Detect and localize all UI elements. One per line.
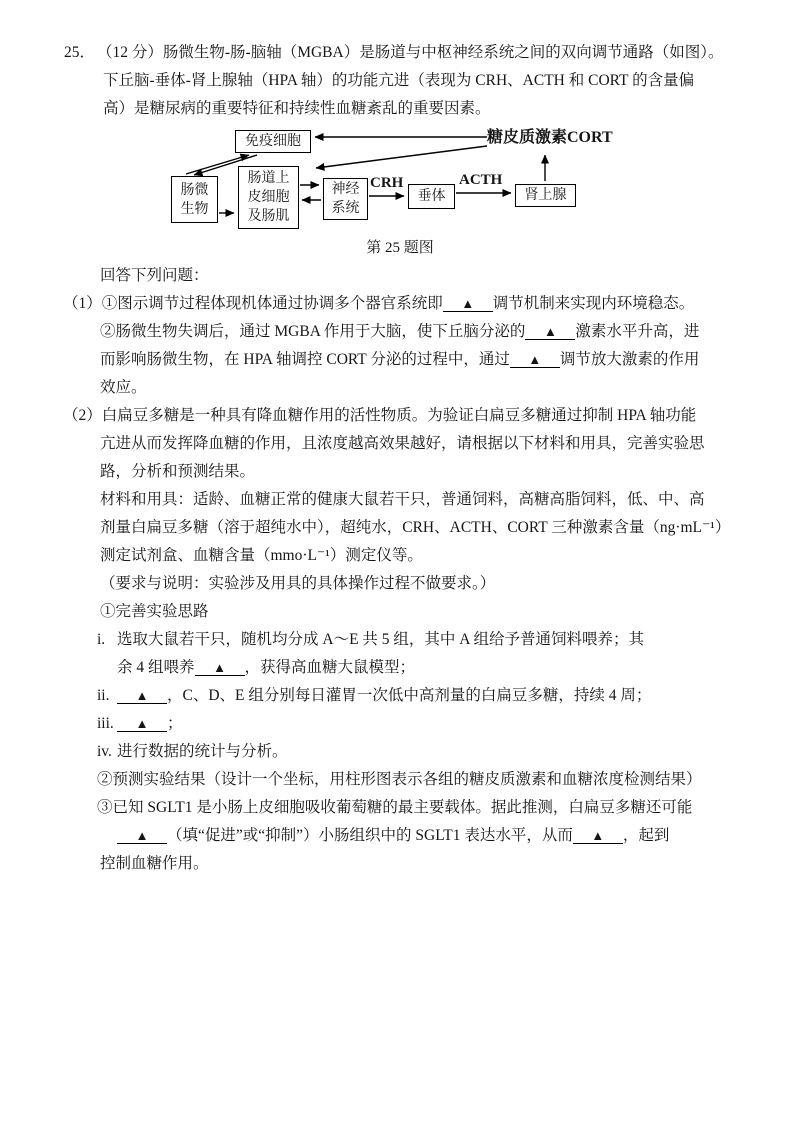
answer-blank: ▲: [117, 716, 167, 732]
answer-blank: ▲: [510, 352, 560, 368]
label-acth: ACTH: [459, 172, 503, 188]
part2-sglt1-line-3: 控制血糖作用。: [100, 855, 209, 872]
step-i-marker: i.: [97, 631, 106, 648]
step-iii-line: iii. ▲ ；: [0, 710, 800, 738]
diagram-caption: 第 25 题图: [366, 240, 434, 256]
question-intro: [0, 39, 800, 123]
node-immune-cells: 免疫细胞: [235, 130, 311, 153]
question-body: [0, 262, 800, 878]
part2-line-3: 路，分析和预测结果。: [100, 463, 256, 480]
part2-marker: （2）: [63, 407, 102, 424]
answer-blank: ▲: [117, 828, 167, 844]
step-iv-line: iv. 进行数据的统计与分析。: [0, 738, 800, 766]
part2-sglt1-line-2: ▲ （填“促进”或“抑制”）小肠组织中的 SGLT1 表达水平，从而 ▲ ，起到: [0, 822, 800, 850]
step-ii-marker: ii.: [97, 687, 110, 704]
step-ii-line: ii. ▲ ，C、D、E 组分别每日灌胃一次低中高剂量的白扁豆多糖，持续 4 周；: [0, 682, 800, 710]
part1-marker: （1）: [63, 295, 102, 312]
part2-sglt1-line-1: ③已知 SGLT1 是小肠上皮细胞吸收葡萄糖的最主要载体。据此推测，白扁豆多糖还可能: [97, 799, 693, 816]
step-iv-marker: iv.: [97, 743, 112, 760]
label-cort: 糖皮质激素CORT: [487, 129, 613, 146]
node-gut-microbes: 肠微 生物: [171, 176, 218, 223]
answer-blank: ▲: [443, 296, 493, 312]
mgba-diagram: [165, 127, 635, 259]
part2-materials-1: 材料和用具：适龄、血糖正常的健康大鼠若干只，普通饲料，高糖高脂饲料，低、中、高: [100, 491, 705, 508]
node-gut-epithelium: 肠道上 皮细胞 及肠肌: [238, 166, 299, 229]
part2-subtitle: ①完善实验思路: [100, 603, 209, 620]
step-iii-marker: iii.: [97, 715, 114, 732]
part1-line-3: 而影响肠微生物，在 HPA 轴调控 CORT 分泌的过程中，通过 ▲ 调节放大激素的作用: [100, 351, 700, 368]
answer-blank: ▲: [573, 828, 623, 844]
node-nervous-system: 神经 系统: [323, 178, 368, 220]
answer-prompt: 回答下列问题：: [100, 267, 209, 284]
part1-line-2: ②肠微生物失调后，通过 MGBA 作用于大脑，使下丘脑分泌的 ▲ 激素水平升高，进: [100, 323, 700, 340]
part2-materials-3: 测定试剂盒、血糖含量（mmo·L⁻¹）测定仪等。: [100, 547, 423, 564]
label-crh: CRH: [370, 175, 404, 191]
intro-line-2: 下丘脑-垂体-肾上腺轴（HPA 轴）的功能亢进（表现为 CRH、ACTH 和 CORT 的含量偏: [103, 72, 695, 89]
node-pituitary: 垂体: [408, 184, 455, 209]
answer-blank: ▲: [195, 660, 245, 676]
part2-requirements: （要求与说明：实验涉及用具的具体操作过程不做要求。）: [100, 575, 496, 592]
step-i-line-2: 余 4 组喂养 ▲ ，获得高血糖大鼠模型；: [117, 659, 416, 676]
intro-line-1: [0, 39, 800, 67]
intro-line-3: 高）是糖尿病的重要特征和持续性血糖紊乱的重要因素。: [103, 100, 491, 117]
part2-line-1: （2）白扁豆多糖是一种具有降血糖作用的活性物质。为验证白扁豆多糖通过抑制 HPA 轴功能: [63, 407, 697, 424]
answer-blank: ▲: [525, 324, 575, 340]
intro-text-1: （12 分）肠微生物-肠-脑轴（MGBA）是肠道与中枢神经系统之间的双向调节通路（如图）。: [97, 44, 724, 61]
answer-blank: ▲: [117, 688, 167, 704]
node-adrenal: 肾上腺: [515, 184, 576, 207]
part2-predict-line: ②预测实验结果（设计一个坐标，用柱形图表示各组的糖皮质激素和血糖浓度检测结果）: [97, 771, 702, 788]
part2-materials-2: 剂量白扁豆多糖（溶于超纯水中），超纯水，CRH、ACTH、CORT 三种激素含量（ng·mL⁻¹）: [100, 519, 731, 536]
part1-line-1: （1）①图示调节过程体现机体通过协调多个器官系统即 ▲ 调节机制来实现内环境稳态。: [63, 295, 695, 312]
step-i-line-1: i. 选取大鼠若干只，随机均分成 A～E 共 5 组，其中 A 组给予普通饲料喂养；其: [0, 626, 800, 654]
part1-line-4: 效应。: [100, 379, 147, 396]
question-number: 25．: [64, 44, 96, 61]
part2-line-2: 亢进从而发挥降血糖的作用，且浓度越高效果越好，请根据以下材料和用具，完善实验思: [100, 435, 705, 452]
